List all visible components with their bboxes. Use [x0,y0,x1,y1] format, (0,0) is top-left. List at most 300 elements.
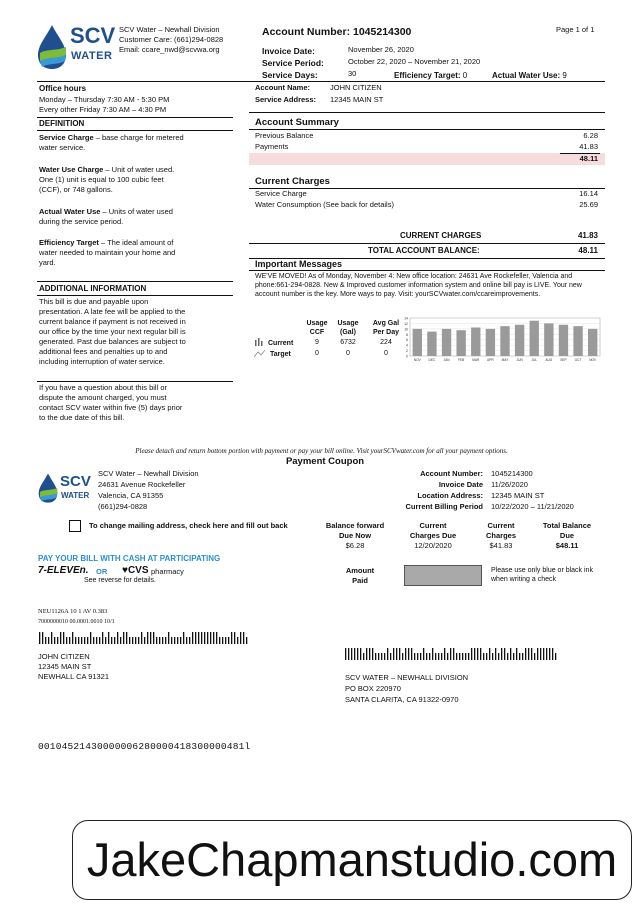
page-number: Page 1 of 1 [556,25,595,34]
chart-x-tick-label: JUL [531,358,538,362]
barcode-bar [240,632,241,644]
barcode-bar [423,648,424,660]
barcode-bar [543,648,544,660]
definition-term: Actual Water Use [39,207,101,216]
service-address-label: Service Address: [255,95,317,104]
barcode-bar [414,653,415,660]
barcode-bar [411,648,412,660]
service-period-value: October 22, 2020 – November 21, 2020 [348,57,481,66]
barcode-bar [60,632,61,644]
chart-y-tick-label: 10 [404,327,408,332]
barcode-bar [390,653,391,660]
coupon-field-label: Current Billing Period [405,502,483,511]
messages-title-divider [249,270,605,271]
barcode-bar [453,648,454,660]
barcode-bar [42,632,43,644]
balance-forward-label2: Due Now [338,531,372,540]
usage-current-label: Current [268,340,294,347]
total-balance-value: 48.11 [578,246,598,255]
chart-y-tick-label: 2 [406,349,408,354]
payments-value: 41.83 [579,142,598,151]
barcode-bar [135,637,136,644]
coupon-field-label: Account Number: [420,469,483,478]
barcode-bar [222,637,223,644]
definition-term: Water Use Charge [39,165,104,174]
service-days-value: 30 [348,69,357,78]
barcode-bar [177,637,178,644]
remit-city: SANTA CLARITA, CA 91322-0970 [345,695,459,704]
barcode-bar [159,637,160,644]
barcode-bar [123,632,124,644]
chart-x-tick-label: SEP [560,358,567,362]
total-balance-value: $48.11 [555,541,579,550]
chart-y-tick-label: 14 [404,316,408,321]
total-balance-label: TOTAL ACCOUNT BALANCE: [368,246,480,255]
coupon-title: Payment Coupon [285,456,365,467]
payments-label: Payments [255,142,289,151]
coupon-field-value: 11/26/2020 [491,480,528,489]
barcode-bar [525,648,526,660]
coupon-logo-water: WATER [61,491,90,500]
usage-target-ccf: 0 [315,350,319,357]
usage-gal-header-line1: Usage [337,320,359,327]
important-messages-text: WE'VE MOVED! As of Monday, November 4: New office location: 24631 Ave Rockefeller, Valencia and phone:661-294-0828. New & Improved customer information system and online bill pay is LIVE. Your new account number is the key. More ways to pay. Visit: yourSCVwater.com/ccareimprovements. [255,273,582,298]
barcode-bar [117,632,118,644]
scv-logo-drop-icon [36,23,68,71]
usage-target-gal: 0 [346,350,350,357]
barcode-bar [138,637,139,644]
cvs-logo: ♥CVS [122,565,149,576]
barcode-bar [201,632,202,644]
chart-y-tick-label: 8 [406,332,408,337]
seven-eleven-logo: 7-ELEVEn. [38,565,89,576]
efficiency-target [394,71,467,81]
barcode-bar [345,648,346,660]
actual-water-use [492,71,567,81]
barcode-bar [408,648,409,660]
barcode-bar [522,653,523,660]
barcode-bar [381,653,382,660]
barcode-bar [81,637,82,644]
barcode-bar [102,632,103,644]
barcode-bar [477,648,478,660]
barcode-bar [426,653,427,660]
barcode-bar [480,648,481,660]
detach-note: Please detach and return bottom portion with payment or pay your bill online. Visit yourSCVwater.com for all your payment options. [135,447,508,455]
barcode-bar [531,648,532,660]
consumption-label: Water Consumption (See back for details) [255,200,394,209]
barcode-bar [237,637,238,644]
barcode-bar [549,648,550,660]
amount-paid-label [330,566,390,586]
barcode-bar [519,653,520,660]
barcode-bar [243,632,244,644]
barcode-bar [63,632,64,644]
current-charges-total-value: 41.83 [577,231,598,240]
barcode-bar [144,637,145,644]
barcode-bar [516,648,517,660]
chart-bar [544,323,553,356]
header-divider [37,81,605,82]
definition-title: DEFINITION [39,119,85,128]
barcode-bar [168,632,169,644]
barcode-bar [210,632,211,644]
chart-bar [486,329,495,356]
barcode-bar [171,637,172,644]
definition-text: – Unit of water used. One (1) unit is equal to 100 cubic feet (CCF), or 748 gallons. [39,165,175,194]
barcode-bar [132,637,133,644]
mail-name: JOHN CITIZEN [38,652,90,661]
barcode-bar [372,648,373,660]
barcode-bar [555,653,556,660]
additional-top-divider [37,281,233,282]
usage-ccf-header [303,319,331,337]
barcode-bar [495,648,496,660]
chart-x-tick-label: DEC [428,358,436,362]
barcode-bar [513,653,514,660]
usage-gal-header-line2: (Gal) [340,329,356,336]
mail-city: NEWHALL CA 91321 [38,672,110,681]
barcode-bar [375,653,376,660]
chart-x-tick-label: MAR [472,358,480,362]
barcode-bar [369,648,370,660]
barcode-bar [441,653,442,660]
actual-water-use-value: 9 [562,71,567,80]
barcode-bar [204,632,205,644]
office-divider [37,117,233,118]
barcode-bar [126,632,127,644]
account-name-value: JOHN CITIZEN [330,83,382,92]
chart-x-tick-label: MAY [501,358,509,362]
cvs-pharmacy: pharmacy [151,567,184,576]
coupon-field-value: 1045214300 [491,469,533,478]
barcode-bar [471,648,472,660]
remit-name: SCV WATER – NEWHALL DIVISION [345,673,469,682]
service-charge-value: 16.14 [579,189,598,198]
barcode-bar [447,653,448,660]
amount-paid-line1: Amount [345,566,375,575]
current-due-value: 12/20/2020 [414,541,452,550]
barcode-bar [492,653,493,660]
barcode-bar [546,648,547,660]
barcode-bar [366,648,367,660]
barcode-bar [501,648,502,660]
barcode-bar [69,637,70,644]
coupon-division: SCV Water – Newhall Division [98,469,199,478]
coupon-logo-scv: SCV [60,473,91,490]
coupon-field-value: 10/22/2020 – 11/21/2020 [491,502,574,511]
barcode-bar [528,648,529,660]
or-text: OR [96,567,108,576]
barcode-bar [129,637,130,644]
barcode-bar [54,637,55,644]
usage-target-avg: 0 [384,350,388,357]
additional-divider [37,295,233,296]
chart-bar [573,326,582,356]
mail-code-2: 7000000010 00.0001.0010 10/1 [38,619,115,625]
postal-barcode-left [38,632,248,644]
barcode-bar [99,637,100,644]
barcode-bar [165,637,166,644]
barcode-bar [435,653,436,660]
definition-term: Efficiency Target [39,238,99,247]
definition-term: Service Charge [39,133,94,142]
barcode-bar [474,648,475,660]
coupon-field-label: Invoice Date [438,480,483,489]
barcode-bar [378,653,379,660]
account-name-label: Account Name: [255,83,311,92]
chart-bar [413,329,422,356]
barcode-bar [483,653,484,660]
amount-paid-line2: Paid [352,576,368,585]
barcode-bar [174,637,175,644]
chart-x-tick-label: JUN [516,358,523,362]
header-email: Email: ccare_nwd@scvwa.org [119,45,220,54]
current-charges-due [400,521,466,551]
definition-text: – The ideal amount of water needed to maintain your home and yard. [39,238,176,267]
additional-info-para1: This bill is due and payable upon presentation. A late fee will be applied to the current balance if payment is not received in our office by the time your next regular bill is generated. Past due balances are subject to additional fees and penalties up to and including interruption of water service. [39,297,186,366]
barcode-bar [450,648,451,660]
summary-subtotal-value: 48.11 [579,154,598,163]
additional-info-title: ADDITIONAL INFORMATION [39,284,147,293]
barcode-bar [153,632,154,644]
summary-title-divider [249,129,605,130]
barcode-bar [405,648,406,660]
barcode-bar [78,637,79,644]
barcode-bar [57,637,58,644]
barcode-bar [228,637,229,644]
barcode-bar [459,653,460,660]
barcode-bar [537,648,538,660]
barcode-bar [192,632,193,644]
barcode-bar [396,648,397,660]
barcode-bar [45,637,46,644]
watermark-box [72,820,632,900]
avg-gal-header-line2: Per Day [372,329,400,336]
coupon-field-value: 12345 MAIN ST [491,491,545,500]
barcode-bar [498,653,499,660]
current-charges-amount [476,521,526,551]
barcode-bar [387,648,388,660]
barcode-bar [216,632,217,644]
service-days-label: Service Days: [262,70,318,80]
definition-item-actual-water-use [39,207,179,227]
usage-bar-chart [400,315,605,365]
account-number-title: Account Number: 1045214300 [262,26,412,38]
barcode-bar [420,653,421,660]
chart-x-tick-label: APR [487,358,494,362]
scanline: 00104521430000006280000418300000481l [38,741,251,752]
usage-ccf-header-line1: Usage [306,320,328,327]
barcode-bar [111,637,112,644]
service-period-label: Service Period: [262,58,324,68]
definition-divider [37,130,233,131]
chart-bar [530,321,539,356]
barcode-bar [198,632,199,644]
consumption-value: 25.69 [579,200,598,209]
barcode-bar [66,637,67,644]
barcode-bar [186,637,187,644]
account-summary-title: Account Summary [255,117,339,128]
chart-bar [442,329,451,356]
barcode-bar [348,648,349,660]
logo-scv-text: SCV [70,23,116,48]
barcode-bar [507,653,508,660]
coupon-logo-drop-icon [37,472,59,504]
current-charges-title: Current Charges [255,176,330,187]
barcode-bar [354,648,355,660]
barcode-bar [444,648,445,660]
barcode-bar [540,648,541,660]
current-charges-total-label: CURRENT CHARGES [400,231,482,240]
barcode-bar [534,653,535,660]
ink-note: Please use only blue or black ink when writing a check [491,567,593,583]
office-hours-line1: Monday – Thursday 7:30 AM - 5:30 PM [39,95,170,104]
coupon-address2: Valencia, CA 91355 [98,491,164,500]
charges-total-divider [249,243,605,244]
usage-target-label: Target [270,351,291,358]
balance-forward-value: $6.28 [345,541,365,550]
current-bars-icon [254,338,264,346]
barcode-bar [393,648,394,660]
barcode-bar [48,637,49,644]
chart-y-tick-label: 6 [406,338,408,343]
barcode-bar [51,632,52,644]
previous-balance-value: 6.28 [583,131,598,140]
barcode-bar [156,637,157,644]
chart-x-tick-label: NOV [413,358,421,362]
barcode-bar [504,648,505,660]
target-trend-icon [254,350,265,357]
chart-bar [559,325,568,356]
barcode-bar [162,637,163,644]
chart-y-tick-label: 12 [404,321,408,326]
header-division: SCV Water – Newhall Division [119,25,220,34]
chart-y-tick-label: 0 [406,354,408,359]
additional-mid-divider [37,381,233,382]
mailing-change-checkbox[interactable] [69,520,81,532]
usage-ccf-header-line2: CCF [309,329,325,336]
balance-forward-label1: Balance forward [325,521,385,530]
definition-text: – Units of water used during the service period. [39,207,173,226]
chart-bar [515,325,524,356]
chart-x-tick-label: JAN [443,358,450,362]
barcode-bar [489,648,490,660]
barcode-bar [108,632,109,644]
usage-gal-header [334,319,362,337]
definition-item-service-charge [39,133,184,153]
total-balance-due [536,521,598,551]
balance-forward [320,521,390,551]
office-hours-line2: Every other Friday 7:30 AM – 4:30 PM [39,105,167,114]
barcode-bar [141,632,142,644]
barcode-bar [486,653,487,660]
additional-info-para2: If you have a question about this bill or dispute the amount charged, you must contact SCV water within five (5) days prior to the due date of this bill. [39,383,183,422]
usage-current-ccf: 9 [315,339,319,346]
coupon-field-label: Location Address: [417,491,483,500]
watermark-text: JakeChapmanstudio.com [86,833,618,886]
service-address-value: 12345 MAIN ST [330,95,384,104]
mail-code-1: NEU1126A 10 1 AV 0.383 [38,608,108,615]
barcode-bar [147,632,148,644]
chart-bar [500,326,509,356]
barcode-bar [96,637,97,644]
important-messages-title: Important Messages [255,259,343,269]
barcode-bar [234,632,235,644]
avg-gal-header-line1: Avg Gal [372,320,400,327]
barcode-bar [150,632,151,644]
total-balance-label1: Total Balance [542,521,592,530]
barcode-bar [402,653,403,660]
invoice-date-value: November 26, 2020 [348,45,414,54]
efficiency-target-value: 0 [462,71,468,80]
pay-cash-heading: PAY YOUR BILL WITH CASH AT PARTICIPATING [38,554,221,563]
office-hours-title: Office hours [39,84,87,93]
previous-balance-label: Previous Balance [255,131,314,140]
postal-barcode-right [344,648,559,660]
barcode-bar [105,637,106,644]
current-charges-label1: Current [487,521,515,530]
chart-x-tick-label: NOV [589,358,597,362]
barcode-bar [417,653,418,660]
efficiency-target-label: Efficiency Target: [394,71,461,80]
mail-street: 12345 MAIN ST [38,662,92,671]
barcode-bar [72,632,73,644]
current-due-label1: Current [419,521,447,530]
barcode-bar [180,637,181,644]
chart-x-tick-label: AUG [545,358,553,362]
current-due-label2: Charges Due [409,531,457,540]
chart-x-tick-label: OCT [574,358,582,362]
barcode-bar [114,637,115,644]
barcode-bar [399,648,400,660]
barcode-bar [189,637,190,644]
barcode-bar [183,632,184,644]
service-charge-label: Service Charge [255,189,307,198]
barcode-bar [90,632,91,644]
barcode-bar [360,648,361,660]
barcode-bar [213,632,214,644]
barcode-bar [462,653,463,660]
actual-water-use-label: Actual Water Use: [492,71,561,80]
coupon-address1: 24631 Avenue Rockefeller [98,480,186,489]
amount-paid-input[interactable] [404,565,482,586]
total-balance-label2: Due [559,531,575,540]
barcode-bar [75,637,76,644]
chart-bar [471,328,480,357]
barcode-bar [552,648,553,660]
chart-bar [588,329,597,356]
current-charges-value: $41.83 [489,541,513,550]
barcode-bar [207,632,208,644]
barcode-bar [510,648,511,660]
barcode-bar [39,632,40,644]
barcode-bar [468,653,469,660]
coupon-phone: (661)294-0828 [98,502,148,511]
barcode-bar [357,648,358,660]
barcode-bar [432,648,433,660]
barcode-bar [384,653,385,660]
barcode-bar [195,632,196,644]
usage-current-gal: 6732 [340,339,356,346]
barcode-bar [93,637,94,644]
current-charges-label2: Charges [485,531,516,540]
mailing-change-label: To change mailing address, check here and fill out back [89,521,288,530]
barcode-bar [465,653,466,660]
account-info-divider [249,112,605,113]
barcode-bar [84,637,85,644]
logo-water-text: WATER [71,50,113,62]
